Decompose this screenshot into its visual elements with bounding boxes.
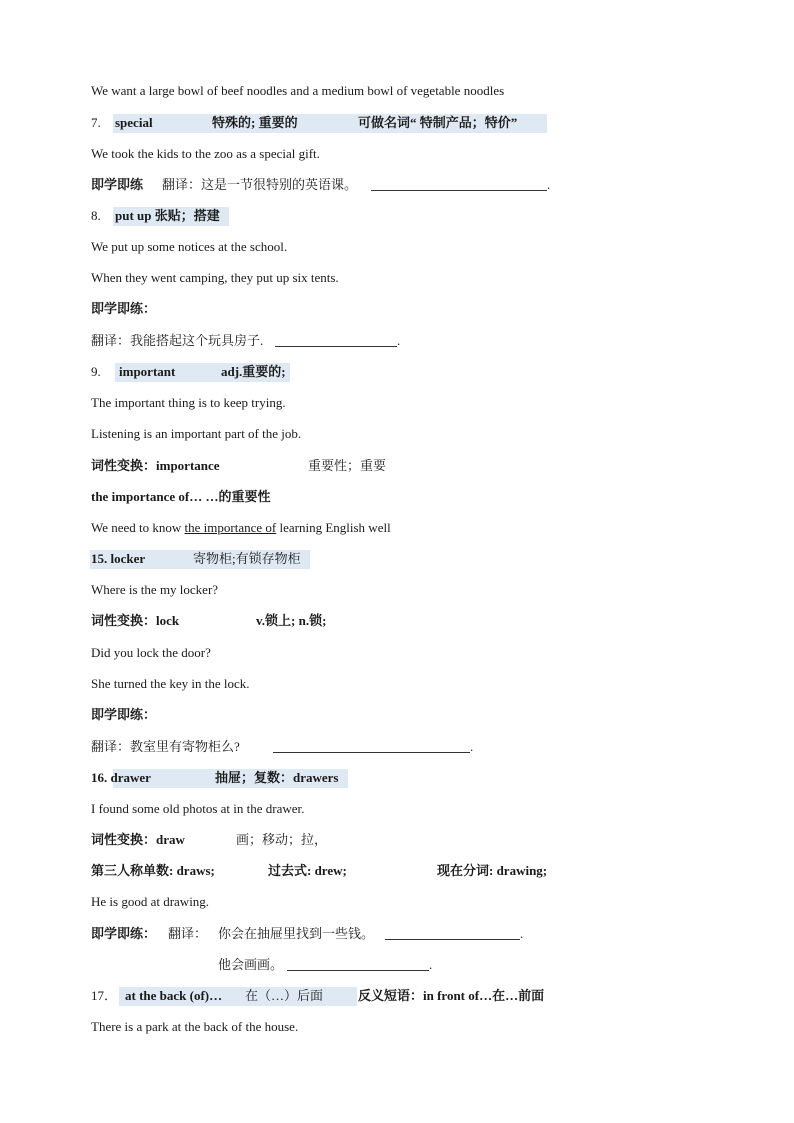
practice-label: 即学即练： <box>91 301 157 316</box>
example-sentence: When they went camping, they put up six tents. <box>91 270 339 285</box>
vocab-word: 15. locker <box>91 551 146 566</box>
example-sentence: I found some old photos at in the drawer. <box>91 801 305 816</box>
vocab-meaning: adj.重要的; <box>221 364 286 379</box>
example-sentence: The important thing is to keep trying. <box>91 395 286 410</box>
answer-blank[interactable] <box>287 958 429 971</box>
translation-label: 翻译： <box>168 926 208 941</box>
sentence-part: We need to know <box>91 520 185 535</box>
vocab-meaning: 在（…）后面 <box>245 988 324 1003</box>
practice-label: 即学即练 <box>91 177 144 192</box>
example-sentence: There is a park at the back of the house. <box>91 1019 299 1034</box>
practice-label: 即学即练： <box>91 926 157 941</box>
vocab-word: important <box>119 364 176 379</box>
vocab-meaning: 特殊的; 重要的 <box>212 115 298 130</box>
period: . <box>429 957 433 972</box>
vocab-word: at the back (of)… <box>125 988 223 1003</box>
vocab-number: 8. <box>91 208 101 223</box>
third-person-form: 第三人称单数: draws; <box>91 863 215 878</box>
vocab-number: 7. <box>91 115 101 130</box>
translation-prompt: 翻译：我能搭起这个玩具房子. <box>91 333 264 348</box>
example-sentence: She turned the key in the lock. <box>91 676 250 691</box>
word-form-meaning: v.锁上; n.锁; <box>256 613 327 628</box>
present-participle-form: 现在分词: drawing; <box>437 863 548 878</box>
example-sentence <box>91 519 391 537</box>
phrase: the importance of… …的重要性 <box>91 489 271 504</box>
example-sentence: Where is the my locker? <box>91 582 219 597</box>
word-form-change: 词性变换：importance <box>91 458 220 473</box>
word-form-change: 词性变换：lock <box>91 613 180 628</box>
vocab-note: 可做名词“ 特制产品；特价” <box>358 115 518 130</box>
answer-blank[interactable] <box>371 178 547 191</box>
period: . <box>470 739 474 754</box>
sentence-part: learning English well <box>276 520 391 535</box>
vocab-word: 16. drawer <box>91 770 151 785</box>
answer-blank[interactable] <box>273 740 470 753</box>
past-tense-form: 过去式: drew; <box>268 863 347 878</box>
vocab-meaning: 抽屉；复数：drawers <box>215 770 339 785</box>
underlined-phrase: the importance of <box>184 520 277 535</box>
period: . <box>397 333 401 348</box>
example-sentence: We want a large bowl of beef noodles and a medium bowl of vegetable noodles <box>91 83 505 98</box>
vocab-note: 反义短语：in front of…在…前面 <box>358 988 545 1003</box>
example-sentence: Did you lock the door? <box>91 645 211 660</box>
vocab-word: put up 张贴；搭建 <box>115 208 220 223</box>
vocab-number: 9. <box>91 364 101 379</box>
period: . <box>547 177 551 192</box>
answer-blank[interactable] <box>385 927 520 940</box>
example-sentence: We put up some notices at the school. <box>91 239 288 254</box>
vocab-number: 17． <box>91 988 118 1003</box>
translation-prompt: 翻译：这是一节很特别的英语课。 <box>162 177 358 192</box>
practice-label: 即学即练： <box>91 707 157 722</box>
answer-blank[interactable] <box>275 334 397 347</box>
translation-prompt: 他会画画。 <box>218 957 284 972</box>
word-form-change: 词性变换：draw <box>91 832 185 847</box>
word-form-meaning: 重要性；重要 <box>308 458 387 473</box>
word-form-meaning: 画；移动；拉， <box>236 832 328 847</box>
vocab-meaning: 寄物柜;有锁存物柜 <box>193 551 301 566</box>
example-sentence: Listening is an important part of the job. <box>91 426 302 441</box>
translation-prompt: 你会在抽屉里找到一些钱。 <box>218 926 375 941</box>
example-sentence: He is good at drawing. <box>91 894 210 909</box>
translation-prompt: 翻译：教室里有寄物柜么? <box>91 739 240 754</box>
period: . <box>520 926 524 941</box>
example-sentence: We took the kids to the zoo as a special gift. <box>91 146 320 161</box>
vocab-word: special <box>115 115 153 130</box>
